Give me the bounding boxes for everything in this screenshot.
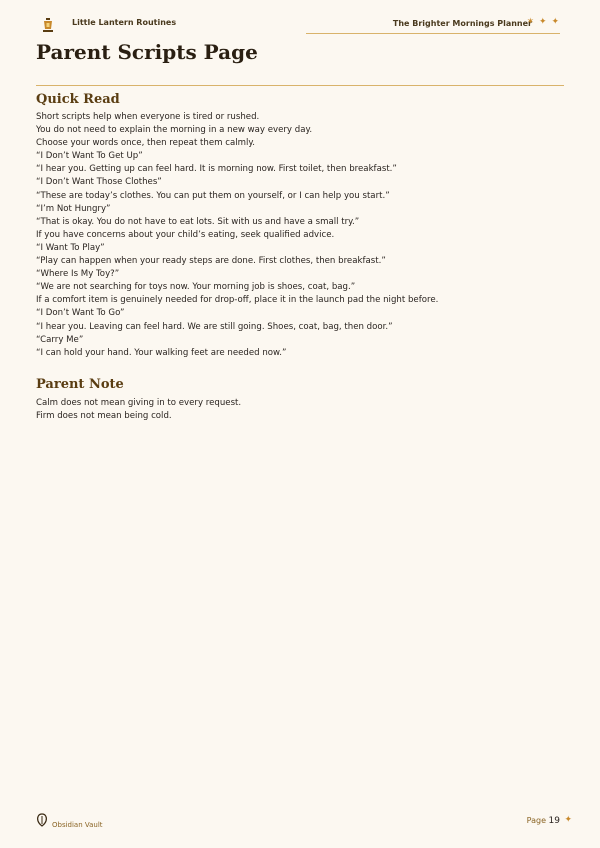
obsidian-vault-logo-icon	[36, 813, 48, 827]
lantern-logo-icon	[42, 18, 54, 34]
text-line: “I hear you. Leaving can feel hard. We are still going. Shoes, coat, bag, then door.”	[36, 321, 393, 332]
text-line: “Play can happen when your ready steps are done. First clothes, then breakfast.”	[36, 256, 386, 267]
quick-read-heading: Quick Read	[36, 92, 120, 107]
text-line: If a comfort item is genuinely needed for drop-off, place it in the launch pad the night before.	[36, 295, 439, 306]
text-line: “I can hold your hand. Your walking feet are needed now.”	[36, 347, 287, 358]
planner-title: The Brighter Mornings Planner	[392, 19, 532, 28]
title-divider	[36, 85, 564, 86]
text-line: “Where Is My Toy?”	[36, 269, 120, 280]
page-title: Parent Scripts Page	[36, 40, 258, 64]
text-line: If you have concerns about your child’s eating, seek qualified advice.	[36, 229, 335, 240]
text-line: “That is okay. You do not have to eat lots. Sit with us and have a small try.”	[36, 216, 360, 227]
footer-brand: Obsidian Vault	[52, 821, 103, 829]
text-line: “These are today’s clothes. You can put them on yourself, or I can help you start.”	[36, 190, 390, 201]
text-line: Firm does not mean being cold.	[36, 411, 172, 422]
text-line: “I’m Not Hungry”	[36, 203, 111, 214]
page-number-value: 19	[548, 816, 560, 826]
page-label: Page	[526, 816, 546, 825]
page-header	[36, 14, 560, 36]
text-line: “Carry Me”	[36, 334, 84, 345]
text-line: You do not need to explain the morning in a new way every day.	[36, 125, 313, 136]
text-line: Calm does not mean giving in to every request.	[36, 398, 242, 408]
text-line: Short scripts help when everyone is tired or rushed.	[36, 112, 260, 122]
text-line: Choose your words once, then repeat them calmly.	[36, 138, 255, 149]
text-line: “I hear you. Getting up can feel hard. It is morning now. First toilet, then breakfast.”	[36, 164, 397, 175]
page-number	[527, 816, 560, 826]
text-line: “I Don’t Want To Get Up”	[36, 151, 143, 162]
star-icon: ✦	[564, 815, 572, 825]
brand-name: Little Lantern Routines	[72, 18, 177, 27]
text-line: “We are not searching for toys now. Your morning job is shoes, coat, bag.”	[36, 282, 356, 293]
header-divider	[306, 33, 560, 34]
parent-note-heading: Parent Note	[36, 377, 124, 392]
text-line: “I Don’t Want Those Clothes”	[36, 177, 162, 188]
parent-note-text	[36, 397, 556, 423]
text-line: “I Want To Play”	[36, 242, 105, 253]
text-line: “I Don’t Want To Go”	[36, 308, 125, 319]
stars-decoration-icon: ✶ ✦ ✦	[526, 17, 560, 27]
quick-read-text	[36, 111, 556, 360]
